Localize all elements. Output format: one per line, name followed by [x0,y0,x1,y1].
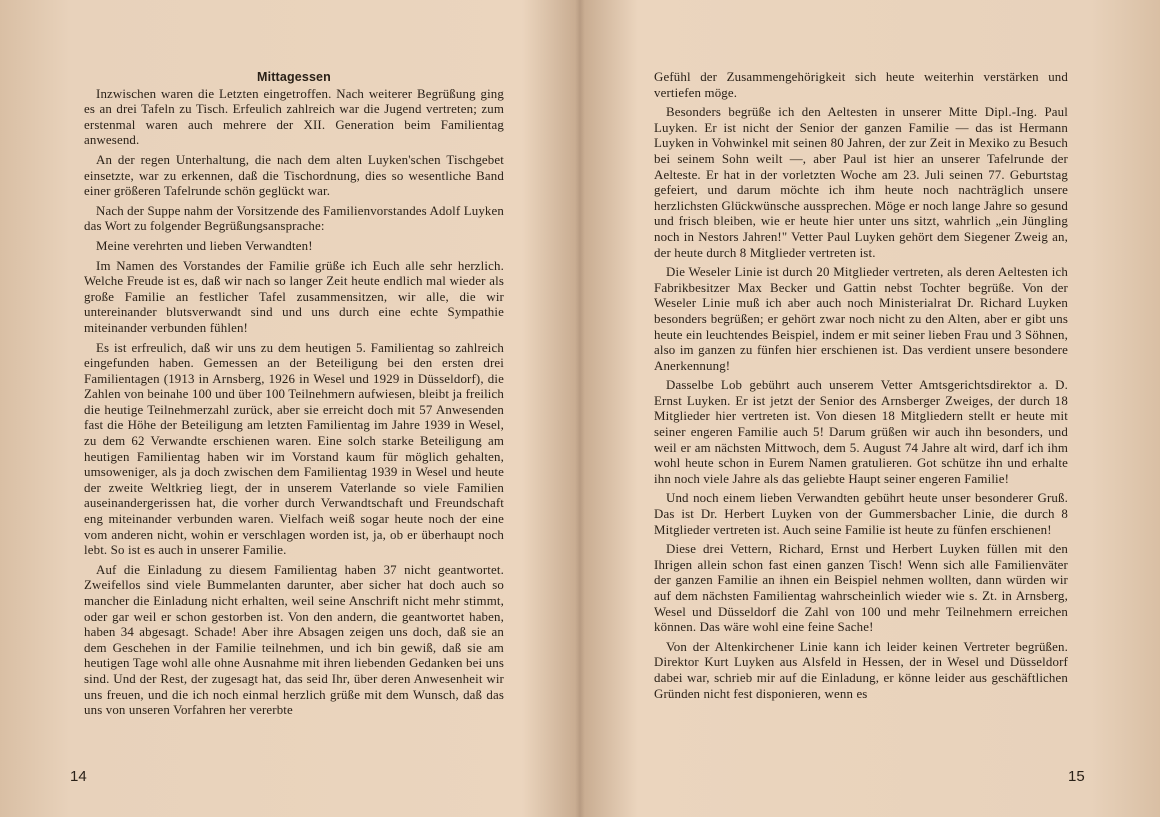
section-heading: Mittagessen [257,70,331,84]
right-text-block [654,70,1068,702]
paragraph: Und noch einem lieben Verwandten gebührt heute unser besonderer Gruß. Das ist Dr. Herbert Luyken von der Gummersbacher Linie, die durch 8 Mitglieder vertreten ist. Auch seine Familie ist heute zu fünfen erschienen! [654,491,1068,537]
right-page [580,0,1160,817]
paragraph: An der regen Unterhaltung, die nach dem alten Luyken'schen Tischgebet einsetzte, war zu erkennen, daß die Tischordnung, dies so wesentliche Band einer größeren Tafelrunde schön geglückt war. [84,152,504,199]
paragraph: Besonders begrüße ich den Aeltesten in unserer Mitte Dipl.-Ing. Paul Luyken. Er ist nicht der Senior der ganzen Familie — das ist Hermann Luyken in Vohwinkel mit seinen 80 Jahren, der zur Zeit in Mexiko zu Besuch bei seinem Sohn weilt —, aber Paul ist hier an unserer Tafelrunde der Aelteste. Er hat in der vorletzten Woche am 23. Juli seinen 77. Geburtstag gefeiert, und darum möchte ich ihm heute noch nachträglich unsere herzlichsten Glückwünsche aussprechen. Möge er noch lange Jahre so gesund und frisch bleiben, wie er heute hier unter uns sitzt, wahrlich „ein Jüngling noch in Nestors Jahren!" Vetter Paul Luyken gehört dem Siegener Zweig an, der heute durch 8 Mitglieder vertreten ist. [654,105,1068,260]
paragraph: Diese drei Vettern, Richard, Ernst und Herbert Luyken füllen mit den Ihrigen allein schon fast einen ganzen Tisch! Wenn sich alle Familienväter der ganzen Familie an ihnen ein Beispiel nehmen wollten, dann würden wir auf dem nächsten Familientag wahrscheinlich wieder wie s. Zt. in Arnsberg, Wesel und Düsseldorf die Zahl von 100 und mehr Teilnehmern erreichen können. Das wäre wohl eine feine Sache! [654,542,1068,635]
left-text-block [84,70,504,719]
paragraph: Nach der Suppe nahm der Vorsitzende des Familienvorstandes Adolf Luyken das Wort zu folgender Begrüßungsansprache: [84,203,504,234]
paragraph: Die Weseler Linie ist durch 20 Mitglieder vertreten, als deren Aeltesten ich Fabrikbesitzer Max Becker und Gattin nebst Tochter begrüße. Von der Weseler Linie muß ich aber auch noch Ministerialrat Dr. Richard Luyken besonders begrüßen; er gehört zwar noch nicht zu den Alten, aber er gibt uns heute ein leuchtendes Beispiel, indem er mit seiner lieben Frau und 3 Söhnen, also im ganzen zu fünfen hier erschienen ist. Das verdient unsere besondere Anerkennung! [654,265,1068,373]
paragraph: Von der Altenkirchener Linie kann ich leider keinen Vertreter begrüßen. Direktor Kurt Luyken aus Alsfeld in Hessen, der in Wesel und Düsseldorf dabei war, schrieb mir auf die Einladung, er könne leider aus geschäftlichen Gründen nicht fest disponieren, wenn es [654,639,1068,701]
paragraph-continuation: Gefühl der Zusammengehörigkeit sich heute weiterhin verstärken und vertiefen möge. [654,70,1068,100]
speech-salutation: Meine verehrten und lieben Verwandten! [96,238,313,253]
paragraph: Auf die Einladung zu diesem Familientag haben 37 nicht geantwortet. Zweifellos sind viele Bummelanten darunter, aber sicher hat doch auch so mancher die Einladung nicht erhalten, weil seine Anschrift nicht mehr stimmt, oder gar weil er schon gestorben ist. Von den andern, die geantwortet haben, haben 34 abgesagt. Schade! Aber ihre Absagen zeigen uns doch, daß sie an dem Geschehen in der Familie teilnehmen, und ich bin gewiß, daß sie am heutigen Tage wohl alle ohne Ausnahme mit ihren liebenden Gedanken bei uns sind. Und der Rest, der zugesagt hat, das seid Ihr, über deren Anwesenheit wir uns freuen, und die ich noch einmal herzlich grüße mit dem Wunsch, daß das uns von unseren Vorfahren her vererbte [84,562,504,718]
paragraph: Es ist erfreulich, daß wir uns zu dem heutigen 5. Familientag so zahlreich eingefunden haben. Gemessen an der Beteiligung bei den ersten drei Familientagen (1913 in Arnsberg, 1926 in Wesel und 1929 in Düsseldorf), die Zahlen von beinahe 100 und über 100 Teilnehmern aufwiesen, bleibt ja freilich die heutige Teilnehmerzahl zurück, aber sie erreicht doch mit 57 Anwesenden fast die Höhe der Beteiligung am letzten Familientag im Jahre 1939 in Wesel, zu dem 62 Verwandte erschienen waren. Eine solch starke Beteiligung am heutigen Familientag haben wir im Vorstand kaum für möglich gehalten, umsoweniger, als ja doch zwischen dem Familientag 1939 in Wesel und heute der zweite Weltkrieg liegt, der in unserem Vaterlande so viele Familien auseinandergerissen hat, die vorher durch Verwandtschaft und Freundschaft eng miteinander verbunden waren. Vielfach weiß sogar heute noch der eine vom anderen nicht, wohin er verschlagen worden ist, ja, ob er überhaupt noch lebt. So ist es auch in unserer Familie. [84,340,504,558]
paragraph: Im Namen des Vorstandes der Familie grüße ich Euch alle sehr herzlich. Welche Freude ist es, daß wir nach so langer Zeit heute endlich mal wieder als große Familie an festlicher Tafel zusammensitzen, wir alle, die wir untereinander blutsverwandt sind und uns durch eine echte Sympathie miteinander verbunden fühlen! [84,258,504,335]
paragraph: Inzwischen waren die Letzten eingetroffen. Nach weiterer Begrüßung ging es an drei Tafeln zu Tisch. Erfeulich zahlreich war die Jugend vertreten; zum erstenmal waren auch mehrere der XII. Generation beim Familientag anwesend. [84,86,504,148]
paragraph: Dasselbe Lob gebührt auch unserem Vetter Amtsgerichtsdirektor a. D. Ernst Luyken. Er ist jetzt der Senior des Arnsberger Zweiges, der durch 18 Mitglieder hier vertreten ist. Von diesen 18 Mitgliedern stellt er heute mit seiner engeren Familie auch 5! Darum grüßen wir auch ihn besonders, und weil er am nächsten Mittwoch, dem 5. August 74 Jahre alt wird, darf ich ihm wohl heute schon in Eurem Namen gratulieren. Got schütze ihn und erhalte ihn noch viele Jahre als das geliebte Haupt seiner engeren Familie! [654,378,1068,486]
page-number-left: 14 [70,768,87,785]
page-number-right: 15 [1068,768,1085,785]
